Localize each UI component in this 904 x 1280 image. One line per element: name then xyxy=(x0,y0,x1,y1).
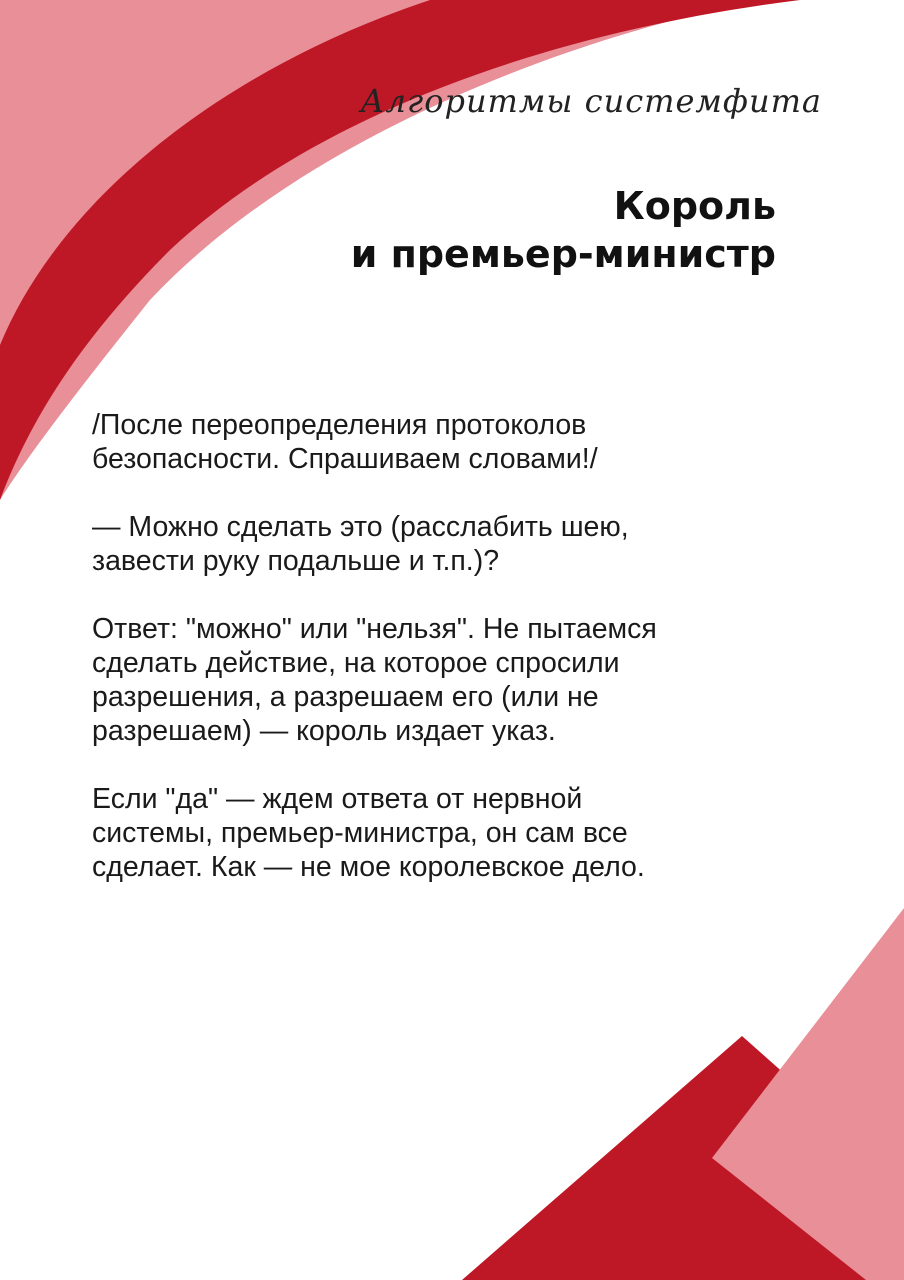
title-line: и премьер-министр xyxy=(350,232,776,276)
paragraph-yes xyxy=(92,782,772,884)
text-line: Ответ: "можно" или "нельзя". Не пытаемся xyxy=(92,613,657,645)
text-line: сделает. Как — не мое королевское дело. xyxy=(92,851,645,883)
paragraph-question xyxy=(92,510,772,578)
paragraph-protocols xyxy=(92,408,772,476)
text-line: системы, премьер-министра, он сам все xyxy=(92,817,628,849)
text-line: безопасности. Спрашиваем словами!/ xyxy=(92,443,598,475)
text-line: разрешения, а разрешаем его (или не xyxy=(92,681,599,713)
brand-signature: Алгоритмы системфита xyxy=(360,82,822,120)
page-title xyxy=(216,182,776,278)
title-line: Король xyxy=(613,184,776,228)
text-line: сделать действие, на которое спросили xyxy=(92,647,620,679)
text-line: — Можно сделать это (расслабить шею, xyxy=(92,511,629,543)
paragraph-answer xyxy=(92,612,772,748)
body-text xyxy=(92,408,772,918)
text-line: /После переопределения протоколов xyxy=(92,409,587,441)
text-line: разрешаем) — король издает указ. xyxy=(92,715,556,747)
text-line: завести руку подальше и т.п.)? xyxy=(92,545,500,577)
text-line: Если "да" — ждем ответа от нервной xyxy=(92,783,583,815)
